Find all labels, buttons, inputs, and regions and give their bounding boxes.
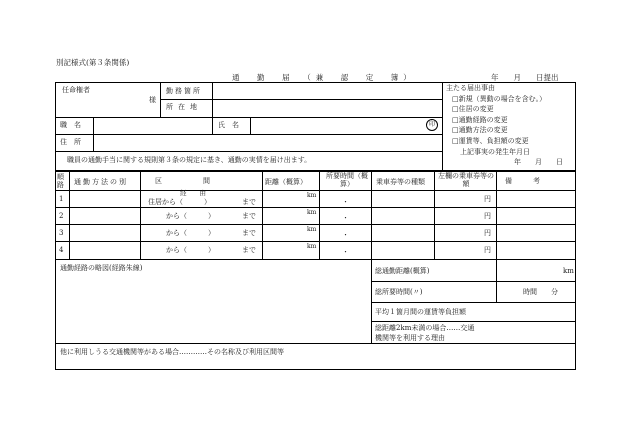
row-1-time-dot: ・ <box>342 198 349 206</box>
row-2-no: 2 <box>59 212 64 220</box>
row-2-yen: 円 <box>484 212 491 220</box>
row-4-km: km <box>307 243 317 250</box>
seal-mark <box>426 119 438 131</box>
reason-method-change[interactable]: □通勤方法の変更 <box>452 126 508 135</box>
row-4-from[interactable]: から（ ） <box>166 246 215 254</box>
location-field[interactable] <box>213 100 441 116</box>
row-2-km: km <box>307 209 317 216</box>
form-title: 通 勤 届 （兼 認 定 簿） <box>232 73 416 82</box>
header-section: 区 間 <box>155 177 211 185</box>
reason-fare-change[interactable]: □運賃等、負担額の変更 <box>452 136 529 145</box>
header-distance: 距離（概算） <box>265 178 307 186</box>
post-field[interactable] <box>94 118 211 133</box>
reasons-box <box>446 83 546 157</box>
short-distance-reason-line1: 総距離2km未満の場合……交通 <box>375 324 475 332</box>
row-2-time-dot: ・ <box>342 214 349 222</box>
header-fare: 左欄の乗車券等の額 <box>438 172 494 188</box>
route-map-label: 通勤経路の略図(経路朱線) <box>60 264 143 272</box>
occurrence-date-value[interactable]: 年 月 日 <box>514 158 563 166</box>
row-4-to: まで <box>242 246 256 254</box>
name-field[interactable] <box>251 118 426 133</box>
address-label: 住 所 <box>60 138 81 146</box>
row-1-yen: 円 <box>484 195 491 203</box>
row-2-from[interactable]: から（ ） <box>166 212 215 220</box>
header-route-no: 順路 <box>57 173 64 189</box>
reason-route-change[interactable]: □通勤経路の変更 <box>452 115 508 124</box>
row-1-km: km <box>307 192 317 199</box>
total-distance-label: 総通勤距離(概算) <box>375 267 430 275</box>
workplace-field[interactable] <box>213 83 441 98</box>
other-transport-label: 他に利用しうる交通機関等がある場合…………その名称及び利用区間等 <box>60 348 284 356</box>
row-3-to: まで <box>242 229 256 237</box>
form-reference: 別記様式(第３条関係) <box>56 58 130 67</box>
post-label: 職 名 <box>60 121 81 129</box>
route-map-area[interactable] <box>56 274 370 342</box>
row-3-time-dot: ・ <box>342 231 349 239</box>
submission-date: 年 月 日提出 <box>491 73 559 82</box>
row-1-no: 1 <box>59 195 64 203</box>
row-1-to: まで <box>242 198 256 206</box>
occurrence-date-label: 上記事実の発生年月日 <box>460 147 530 156</box>
row-3-from[interactable]: から（ ） <box>166 229 215 237</box>
reasons-title: 主たる届出事由 <box>446 84 495 92</box>
header-section-via: 経 由 <box>180 189 206 197</box>
row-3-no: 3 <box>59 229 64 237</box>
appointer-label: 任命権者 <box>62 86 90 94</box>
row-2-to: まで <box>242 212 256 220</box>
declaration-text: 職員の通勤手当に関する規則第３条の規定に基き、通勤の実情を届け出ます。 <box>67 156 312 164</box>
row-3-km: km <box>307 226 317 233</box>
header-remarks: 備 考 <box>505 177 540 185</box>
sama-label: 様 <box>149 96 156 104</box>
header-time: 所要時間（概算） <box>326 172 368 188</box>
row-1-from[interactable]: 住居から（ ） <box>148 198 211 206</box>
reason-residence-change[interactable]: □住居の変更 <box>452 105 494 114</box>
total-time-unit: 時間 分 <box>523 288 558 296</box>
workplace-label: 勤務箇所 <box>166 87 202 95</box>
total-distance-unit: km <box>563 267 574 275</box>
header-ticket: 乗車券等の種類 <box>376 178 425 186</box>
header-method: 通勤方法の別 <box>74 178 128 186</box>
row-4-time-dot: ・ <box>342 248 349 256</box>
row-4-yen: 円 <box>484 246 491 254</box>
name-label: 氏 名 <box>218 121 239 129</box>
other-transport-field[interactable] <box>56 358 575 369</box>
reason-new[interactable]: □新規（異動の場合を含む。） <box>452 94 547 103</box>
seal-text: 印 <box>428 121 435 128</box>
address-field[interactable] <box>94 135 441 150</box>
monthly-fare-label: 平均１箇月間の運賃等負担額 <box>375 308 466 316</box>
short-distance-reason-line2: 機関等を利用する理由 <box>375 334 445 342</box>
total-time-label: 総所要時間(〃) <box>375 288 423 296</box>
row-4-no: 4 <box>59 246 64 254</box>
row-3-yen: 円 <box>484 229 491 237</box>
location-label: 所在地 <box>166 103 202 111</box>
